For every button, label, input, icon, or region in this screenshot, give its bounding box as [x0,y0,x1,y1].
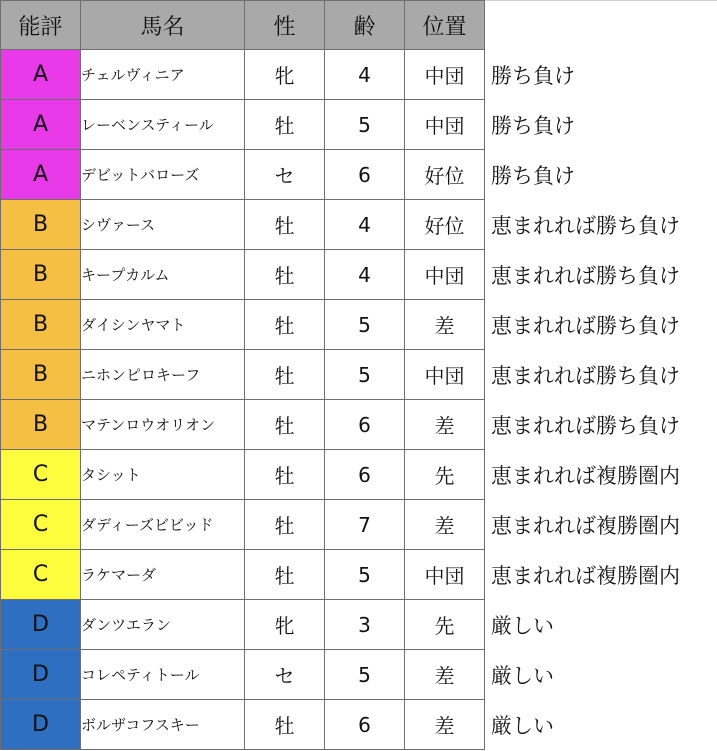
table-row [1,500,485,550]
age-cell[interactable]: 5 [325,650,405,700]
header-grade: 能評 [1,1,81,50]
sex-cell[interactable]: 牡 [245,400,325,450]
sex-cell[interactable]: 牡 [245,250,325,300]
sex-cell[interactable]: 牡 [245,500,325,550]
age-cell[interactable]: 5 [325,300,405,350]
header-name: 馬名 [81,1,245,50]
horse-name-cell[interactable]: ダンツエラン [81,600,245,650]
sex-cell[interactable]: 牡 [245,700,325,750]
table-row [1,350,485,400]
sex-cell[interactable]: 牝 [245,600,325,650]
position-cell[interactable]: 差 [405,300,485,350]
table-row [1,600,485,650]
comment-cell[interactable]: 勝ち負け [491,164,575,188]
horse-name-cell[interactable]: ダイシンヤマト [81,300,245,350]
horse-name-cell[interactable]: コレペティトール [81,650,245,700]
position-cell[interactable]: 中団 [405,550,485,600]
position-cell[interactable]: 差 [405,700,485,750]
table-row [1,200,485,250]
table-row [1,400,485,450]
table-row [1,650,485,700]
comment-cell[interactable]: 厳しい [491,614,554,638]
horse-name-cell[interactable]: ボルザコフスキー [81,700,245,750]
sex-cell[interactable]: 牡 [245,200,325,250]
sex-cell[interactable]: 牡 [245,300,325,350]
grade-cell[interactable]: C [1,550,81,600]
age-cell[interactable]: 6 [325,450,405,500]
comment-column [484,51,680,751]
horse-name-cell[interactable]: デビットバローズ [81,150,245,200]
grade-cell[interactable]: B [1,350,81,400]
comment-cell[interactable]: 厳しい [491,664,554,688]
age-cell[interactable]: 6 [325,150,405,200]
position-cell[interactable]: 先 [405,600,485,650]
position-cell[interactable]: 中団 [405,50,485,100]
horse-name-cell[interactable]: タシット [81,450,245,500]
age-cell[interactable]: 6 [325,700,405,750]
comment-cell[interactable]: 厳しい [491,714,554,738]
table-row [1,450,485,500]
grade-cell[interactable]: B [1,200,81,250]
sex-cell[interactable]: 牡 [245,350,325,400]
grade-cell[interactable]: B [1,250,81,300]
comment-cell[interactable]: 恵まれれば複勝圏内 [491,514,680,538]
comment-cell[interactable]: 恵まれれば複勝圏内 [491,564,680,588]
position-cell[interactable]: 差 [405,400,485,450]
table-row [1,300,485,350]
position-cell[interactable]: 先 [405,450,485,500]
horse-name-cell[interactable]: ダディーズビビッド [81,500,245,550]
age-cell[interactable]: 5 [325,550,405,600]
position-cell[interactable]: 中団 [405,250,485,300]
sex-cell[interactable]: 牡 [245,100,325,150]
age-cell[interactable]: 4 [325,200,405,250]
header-sex: 性 [245,1,325,50]
comment-cell[interactable]: 恵まれれば勝ち負け [491,314,680,338]
sex-cell[interactable]: 牡 [245,550,325,600]
comment-cell[interactable]: 勝ち負け [491,64,575,88]
grade-cell[interactable]: B [1,300,81,350]
comment-cell[interactable]: 恵まれれば複勝圏内 [491,464,680,488]
position-cell[interactable]: 好位 [405,150,485,200]
comment-cell[interactable]: 恵まれれば勝ち負け [491,364,680,388]
comment-cell[interactable]: 勝ち負け [491,114,575,138]
position-cell[interactable]: 中団 [405,100,485,150]
grade-cell[interactable]: D [1,600,81,650]
grade-cell[interactable]: A [1,50,81,100]
table-row [1,50,485,100]
horse-name-cell[interactable]: シヴァース [81,200,245,250]
horse-name-cell[interactable]: チェルヴィニア [81,50,245,100]
age-cell[interactable]: 5 [325,350,405,400]
table-row [1,100,485,150]
horse-name-cell[interactable]: ニホンピロキーフ [81,350,245,400]
grade-cell[interactable]: B [1,400,81,450]
age-cell[interactable]: 6 [325,400,405,450]
grade-cell[interactable]: A [1,150,81,200]
table-row [1,550,485,600]
position-cell[interactable]: 差 [405,500,485,550]
table-row [1,150,485,200]
grade-cell[interactable]: A [1,100,81,150]
comment-cell[interactable]: 恵まれれば勝ち負け [491,264,680,288]
sex-cell[interactable]: セ [245,150,325,200]
sex-cell[interactable]: 牡 [245,450,325,500]
position-cell[interactable]: 差 [405,650,485,700]
horse-name-cell[interactable]: ラケマーダ [81,550,245,600]
header-position: 位置 [405,1,485,50]
horse-name-cell[interactable]: マテンロウオリオン [81,400,245,450]
age-cell[interactable]: 4 [325,50,405,100]
position-cell[interactable]: 中団 [405,350,485,400]
header-age: 齢 [325,1,405,50]
horse-name-cell[interactable]: キープカルム [81,250,245,300]
sex-cell[interactable]: 牝 [245,50,325,100]
grade-cell[interactable]: C [1,500,81,550]
header-row [1,1,485,50]
sex-cell[interactable]: セ [245,650,325,700]
comment-cell[interactable]: 恵まれれば勝ち負け [491,214,680,238]
grade-cell[interactable]: D [1,650,81,700]
age-cell[interactable]: 5 [325,100,405,150]
grade-cell[interactable]: D [1,700,81,750]
age-cell[interactable]: 3 [325,600,405,650]
age-cell[interactable]: 7 [325,500,405,550]
comment-cell[interactable]: 恵まれれば勝ち負け [491,414,680,438]
table-row [1,700,485,750]
table-row [1,250,485,300]
position-cell[interactable]: 好位 [405,200,485,250]
grade-cell[interactable]: C [1,450,81,500]
age-cell[interactable]: 4 [325,250,405,300]
horse-name-cell[interactable]: レーベンスティール [81,100,245,150]
